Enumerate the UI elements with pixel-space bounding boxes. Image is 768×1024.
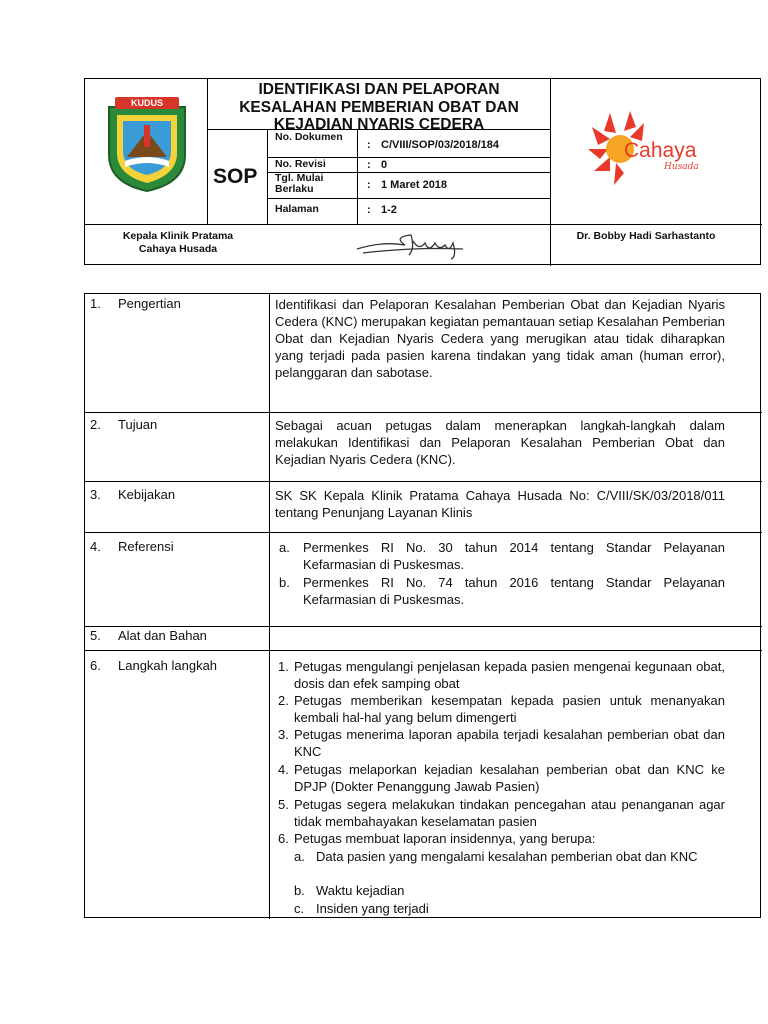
list-marker: 5.: [278, 797, 289, 812]
list-item: Petugas melaporkan kejadian kesalahan pemberian obat dan KNC ke DPJP (Dokter Penanggung Jawab Pasien): [294, 762, 725, 794]
section-number: 3.: [90, 487, 101, 502]
sublist-item: Data pasien yang mengalami kesalahan pemberian obat dan KNC: [316, 849, 698, 864]
sop-body-table: [84, 293, 761, 918]
meta-colon: :: [367, 159, 371, 171]
section-text-pengertian: Identifikasi dan Pelaporan Kesalahan Pemberian Obat dan Kejadian Nyaris Cedera (KNC) merupakan kegiatan pemantauan setiap Kesalahan Pemberian Obat dan Kejadian Nyaris Cedera yang merugikan atau tidak diharapkan yang terjadi pada pasien karena tindakan yang tidak aman (human error), pelanggaran dan sabotase.: [275, 297, 725, 380]
sop-header-table: [84, 78, 761, 265]
sublist-marker: c.: [294, 901, 305, 916]
meta-value-tgl-mulai: 1 Maret 2018: [381, 179, 448, 191]
meta-colon: :: [367, 204, 371, 216]
sublist-item: Insiden yang terjadi: [316, 901, 429, 916]
divider: [267, 198, 550, 199]
meta-label-tgl-mulai: Tgl. Mulai Berlaku: [275, 172, 324, 195]
document-title: IDENTIFIKASI DAN PELAPORAN KESALAHAN PEMBERIAN OBAT DAN KEJADIAN NYARIS CEDERA: [239, 81, 519, 133]
list-marker: 4.: [278, 762, 289, 777]
meta-colon: :: [367, 139, 371, 151]
meta-colon: :: [367, 179, 371, 191]
meta-label-no-dokumen: No. Dokumen: [275, 131, 343, 143]
list-marker: 1.: [278, 659, 289, 674]
divider: [85, 626, 762, 627]
svg-text:KUDUS: KUDUS: [130, 98, 164, 108]
divider: [357, 129, 358, 224]
section-text-kebijakan: SK SK Kepala Klinik Pratama Cahaya Husada No: C/VIII/SK/03/2018/011 tentang Penunjang Layanan Klinis: [275, 488, 725, 520]
section-number: 6.: [90, 658, 101, 673]
sublist-marker: b.: [294, 883, 305, 898]
meta-value-no-revisi: 0: [381, 159, 388, 171]
divider: [267, 129, 268, 224]
signer-right: Dr. Bobby Hadi Sarhastanto: [576, 230, 716, 242]
section-label-langkah: Langkah langkah: [118, 658, 218, 673]
divider: [269, 294, 270, 919]
list-item: Petugas memberikan kesempatan kepada pasien untuk menanyakan kembali hal-hal yang belum dimengerti: [294, 693, 725, 725]
meta-label-no-revisi: No. Revisi: [275, 158, 326, 170]
sublist-marker: a.: [294, 849, 305, 864]
section-label-alat-bahan: Alat dan Bahan: [118, 628, 207, 643]
section-label-pengertian: Pengertian: [118, 296, 181, 311]
list-item: Permenkes RI No. 74 tahun 2016 tentang Standar Pelayanan Kefarmasian di Puskesmas.: [303, 575, 725, 607]
divider: [85, 224, 762, 225]
list-item: Petugas segera melakukan tindakan pencegahan atau penanganan agar tidak membahayakan keselamatan pasien: [294, 797, 725, 829]
signature: [353, 227, 473, 261]
sop-label: SOP: [213, 165, 258, 188]
divider: [85, 481, 762, 482]
meta-value-halaman: 1-2: [381, 204, 397, 216]
list-marker: b.: [279, 575, 290, 590]
section-label-kebijakan: Kebijakan: [118, 487, 176, 502]
list-item: Petugas membuat laporan insidennya, yang berupa:: [294, 831, 596, 846]
divider: [550, 79, 551, 266]
list-marker: a.: [279, 540, 290, 555]
list-item: Petugas menerima laporan apabila terjadi kesalahan pemberian obat dan KNC: [294, 727, 725, 759]
divider: [85, 412, 762, 413]
divider: [85, 532, 762, 533]
section-text-tujuan: Sebagai acuan petugas dalam menerapkan langkah-langkah dalam melakukan Identifikasi dan Pelaporan Kesalahan Pemberian Obat dan Kejadian Nyaris Cedera (KNC).: [275, 418, 725, 467]
section-number: 2.: [90, 417, 101, 432]
svg-text:Husada: Husada: [664, 162, 699, 172]
meta-value-no-dokumen: C/VIII/SOP/03/2018/184: [381, 139, 500, 151]
divider: [85, 650, 762, 651]
list-item: Permenkes RI No. 30 tahun 2014 tentang Standar Pelayanan Kefarmasian di Puskesmas.: [303, 540, 725, 572]
section-number: 1.: [90, 296, 101, 311]
list-marker: 2.: [278, 693, 289, 708]
sublist-item: Waktu kejadian: [316, 883, 405, 898]
list-marker: 6.: [278, 831, 289, 846]
section-label-referensi: Referensi: [118, 539, 174, 554]
meta-label-halaman: Halaman: [275, 203, 319, 215]
section-label-tujuan: Tujuan: [118, 417, 158, 432]
signer-left: Kepala Klinik Pratama Cahaya Husada: [122, 230, 234, 255]
section-number: 4.: [90, 539, 101, 554]
divider: [207, 79, 208, 224]
cahaya-husada-logo: [580, 103, 710, 193]
list-item: Petugas mengulangi penjelasan kepada pasien mengenai kegunaan obat, dosis dan efek samping obat: [294, 659, 725, 691]
list-marker: 3.: [278, 727, 289, 742]
section-number: 5.: [90, 628, 101, 643]
kudus-seal-logo: [101, 95, 193, 193]
svg-text:Cahaya: Cahaya: [624, 139, 697, 162]
